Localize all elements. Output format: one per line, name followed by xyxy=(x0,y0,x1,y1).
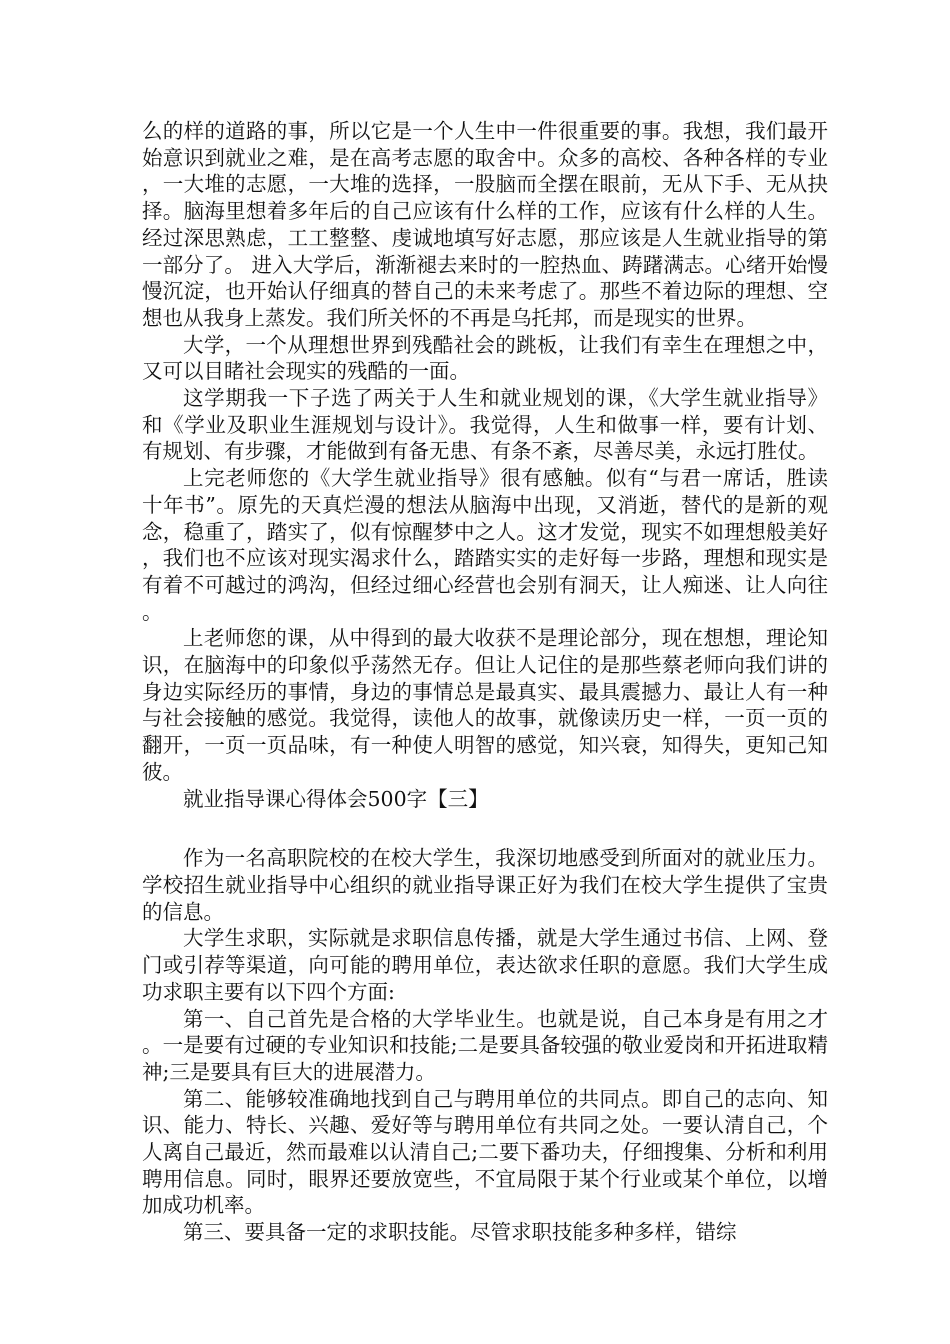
section-heading: 就业指导课心得体会500字【三】 xyxy=(183,786,489,811)
paragraph-course-selection: 这学期我一下子选了两关于人生和就业规划的课，《大学生就业指导》和《学业及职业生涯规划与设计》。我觉得，人生和做事一样，要有计划、有规划、有步骤，才能做到有备无患、有条不紊，尽善尽美，永远打胜仗。 xyxy=(142,386,828,464)
paragraph-intro-continued: 么的样的道路的事，所以它是一个人生中一件很重要的事。我想，我们最开始意识到就业之难，是在高考志愿的取舍中。众多的高校、各种各样的专业，一大堆的志愿，一大堆的选择，一股脑而全摆在眼前，无从下手、无从抉择。脑海里想着多年后的自己应该有什么样的工作，应该有什么样的人生。经过深思熟虑，工工整整、虔诚地填写好志愿，那应该是人生就业指导的第一部分了。 进入大学后，渐渐褪去来时的一腔热血、踌躇满志。心绪开始慢慢沉淀，也开始认仔细真的替自己的未来考虑了。那些不着边际的理想、空想也从我身上蒸发。我们所关怀的不再是乌托邦，而是现实的世界。 xyxy=(142,119,828,330)
paragraph-job-seeking-definition: 大学生求职，实际就是求职信息传播，就是大学生通过书信、上网、登门或引荐等渠道，向可能的聘用单位，表达欲求任职的意愿。我们大学生成功求职主要有以下四个方面: xyxy=(142,926,828,1004)
paragraph-biggest-gain: 上老师您的课，从中得到的最大收获不是理论部分，现在想想，理论知识，在脑海中的印象似乎荡然无存。但让人记住的是那些蔡老师向我们讲的身边实际经历的事情，身边的事情总是最真实、最具震撼力、最让人有一种与社会接触的感觉。我觉得，读他人的故事，就像读历史一样，一页一页的翻开，一页一页品味，有一种使人明智的感觉，知兴衰，知得失，更知己知彼。 xyxy=(142,626,828,784)
document-page xyxy=(142,118,828,1246)
paragraph-point-three: 第三、要具备一定的求职技能。尽管求职技能多种多样，错综 xyxy=(183,1220,737,1245)
paragraph-course-impression: 上完老师您的《大学生就业指导》很有感触。似有“与君一席话，胜读十年书”。原先的天真烂漫的想法从脑海中出现，又消逝，替代的是新的观念，稳重了，踏实了，似有惊醒梦中之人。这才发觉，现实不如理想般美好，我们也不应该对现实渴求什么，踏踏实实的走好每一步路，理想和现实是有着不可越过的鸿沟，但经过细心经营也会别有洞天，让人痴迷、让人向往。 xyxy=(142,466,828,624)
paragraph-university-springboard: 大学，一个从理想世界到残酷社会的跳板，让我们有幸生在理想之中，又可以目睹社会现实的残酷的一面。 xyxy=(142,332,828,384)
paragraph-point-two: 第二、能够较准确地找到自己与聘用单位的共同点。即自己的志向、知识、能力、特长、兴趣、爱好等与聘用单位有共同之处。一要认清自己，个人离自己最近，然而最难以认清自己;二要下番功夫，仔细搜集、分析和利用聘用信息。同时，眼界还要放宽些，不宜局限于某个行业或某个单位，以增加成功机率。 xyxy=(142,1086,828,1218)
paragraph-point-one: 第一、自己首先是合格的大学毕业生。也就是说，自己本身是有用之才。一是要有过硬的专业知识和技能;二是要具备较强的敬业爱岗和开拓进取精神;三是要具有巨大的进展潜力。 xyxy=(142,1006,828,1084)
paragraph-employment-pressure: 作为一名高职院校的在校大学生，我深切地感受到所面对的就业压力。学校招生就业指导中心组织的就业指导课正好为我们在校大学生提供了宝贵的信息。 xyxy=(142,846,828,924)
